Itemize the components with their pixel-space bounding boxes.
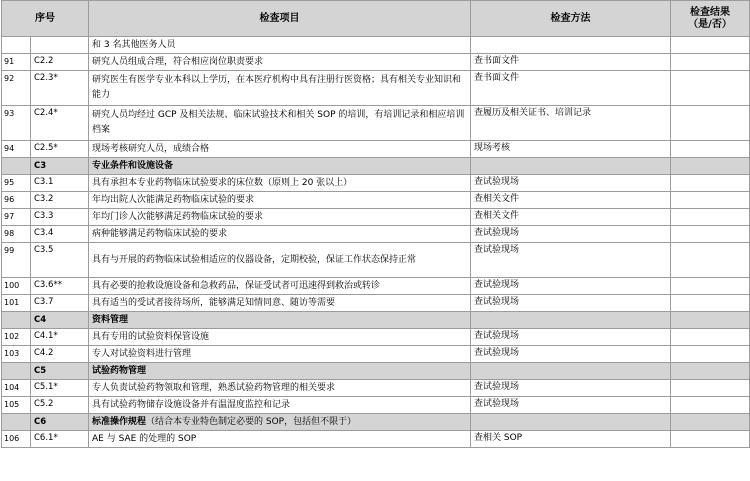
table-row	[2, 278, 750, 295]
section-row	[2, 158, 750, 175]
table-row	[2, 243, 750, 278]
row-number: 102	[2, 329, 31, 346]
row-item: 病种能够满足药物临床试验的要求	[89, 226, 471, 243]
row-number: 103	[2, 346, 31, 363]
result-cell[interactable]	[671, 329, 750, 346]
header-no: 序号	[2, 1, 89, 37]
result-cell[interactable]	[671, 397, 750, 414]
table-row	[2, 106, 750, 141]
header-item: 检查项目	[89, 1, 471, 37]
table-row	[2, 54, 750, 71]
row-number: 93	[2, 106, 31, 141]
section-row	[2, 363, 750, 380]
table-row	[2, 226, 750, 243]
row-code: C6.1*	[31, 431, 89, 448]
section-result-cell	[671, 414, 750, 431]
row-item: 具有与开展的药物临床试验相适应的仪器设备，定期校验，保证工作状态保持正常	[89, 243, 471, 278]
row-item: 年均门诊人次能够满足药物临床试验的要求	[89, 209, 471, 226]
section-code: C3	[31, 158, 89, 175]
result-cell[interactable]	[671, 54, 750, 71]
row-code: C4.1*	[31, 329, 89, 346]
row-code: C4.2	[31, 346, 89, 363]
section-result-cell	[671, 312, 750, 329]
section-no-cell	[2, 158, 31, 175]
row-item: 年均出院人次能满足药物临床试验的要求	[89, 192, 471, 209]
table-row	[2, 71, 750, 106]
section-title-cell	[89, 158, 471, 175]
result-cell[interactable]	[671, 209, 750, 226]
row-method: 查试验现场	[471, 346, 671, 363]
result-cell[interactable]	[671, 431, 750, 448]
row-item: 研究人员均经过 GCP 及相关法规、临床试验技术和相关 SOP 的培训，有培训记录和相应培训档案	[89, 106, 471, 141]
row-item: 现场考核研究人员，成绩合格	[89, 141, 471, 158]
row-item: AE 与 SAE 的处理的 SOP	[89, 431, 471, 448]
table-body	[2, 37, 750, 448]
section-title-cell	[89, 363, 471, 380]
section-title: 资料管理	[92, 314, 129, 325]
section-title: 试验药物管理	[92, 365, 147, 376]
section-no-cell	[2, 414, 31, 431]
row-method: 查相关文件	[471, 209, 671, 226]
row-item: 具有必要的抢救设施设备和急救药品，保证受试者可迅速得到救治或转诊	[89, 278, 471, 295]
row-item: 具有适当的受试者接待场所，能够满足知情同意、随访等需要	[89, 295, 471, 312]
row-method: 查书面文件	[471, 54, 671, 71]
section-result-cell	[671, 363, 750, 380]
header-result	[671, 1, 750, 37]
row-code: C2.3*	[31, 71, 89, 106]
row-item: 具有承担本专业药物临床试验要求的床位数（原则上 20 张以上）	[89, 175, 471, 192]
inspection-table	[1, 0, 750, 448]
section-code: C5	[31, 363, 89, 380]
result-cell[interactable]	[671, 295, 750, 312]
section-no-cell	[2, 312, 31, 329]
row-method: 查履历及相关证书、培训记录	[471, 106, 671, 141]
row-code: C3.4	[31, 226, 89, 243]
row-method: 查试验现场	[471, 226, 671, 243]
row-number	[2, 37, 31, 54]
row-item: 具有试验药物储存设施设备并有温湿度监控和记录	[89, 397, 471, 414]
result-cell[interactable]	[671, 141, 750, 158]
section-row	[2, 312, 750, 329]
row-code: C3.3	[31, 209, 89, 226]
table-row	[2, 346, 750, 363]
header-method: 检查方法	[471, 1, 671, 37]
row-method: 查试验现场	[471, 380, 671, 397]
section-title: 标准操作规程	[92, 416, 147, 427]
result-cell[interactable]	[671, 37, 750, 54]
row-number: 104	[2, 380, 31, 397]
row-code	[31, 37, 89, 54]
table-row	[2, 141, 750, 158]
result-cell[interactable]	[671, 243, 750, 278]
row-method: 现场考核	[471, 141, 671, 158]
row-code: C5.1*	[31, 380, 89, 397]
table-row	[2, 175, 750, 192]
header-result-line1: 检查结果	[690, 6, 730, 18]
row-number: 106	[2, 431, 31, 448]
row-code: C3.5	[31, 243, 89, 278]
result-cell[interactable]	[671, 192, 750, 209]
table-row	[2, 380, 750, 397]
section-result-cell	[671, 158, 750, 175]
row-number: 99	[2, 243, 31, 278]
row-code: C3.7	[31, 295, 89, 312]
table-row	[2, 209, 750, 226]
section-method-cell	[471, 414, 671, 431]
header-result-line2: （是/否）	[688, 18, 732, 30]
section-note: （结合本专业特色制定必要的 SOP，包括但不限于）	[146, 416, 357, 427]
row-number: 98	[2, 226, 31, 243]
row-code: C3.1	[31, 175, 89, 192]
row-number: 96	[2, 192, 31, 209]
row-method	[471, 37, 671, 54]
row-method: 查试验现场	[471, 175, 671, 192]
row-method: 查相关 SOP	[471, 431, 671, 448]
row-number: 97	[2, 209, 31, 226]
section-title-cell	[89, 312, 471, 329]
row-method: 查试验现场	[471, 295, 671, 312]
row-method: 查试验现场	[471, 278, 671, 295]
row-item: 专人负责试验药物领取和管理，熟悉试验药物管理的相关要求	[89, 380, 471, 397]
section-method-cell	[471, 158, 671, 175]
row-number: 92	[2, 71, 31, 106]
row-number: 105	[2, 397, 31, 414]
row-method: 查书面文件	[471, 71, 671, 106]
row-code: C5.2	[31, 397, 89, 414]
section-code: C6	[31, 414, 89, 431]
section-title-cell	[89, 414, 471, 431]
section-row	[2, 414, 750, 431]
table-row	[2, 37, 750, 54]
row-number: 101	[2, 295, 31, 312]
row-code: C3.6**	[31, 278, 89, 295]
row-item: 专人对试验资料进行管理	[89, 346, 471, 363]
table-row	[2, 192, 750, 209]
row-number: 94	[2, 141, 31, 158]
result-cell[interactable]	[671, 175, 750, 192]
row-code: C3.2	[31, 192, 89, 209]
row-method: 查试验现场	[471, 397, 671, 414]
result-cell[interactable]	[671, 226, 750, 243]
result-cell[interactable]	[671, 278, 750, 295]
row-item: 和 3 名其他医务人员	[89, 37, 471, 54]
row-code: C2.2	[31, 54, 89, 71]
row-item: 研究人员组成合理，符合相应岗位职责要求	[89, 54, 471, 71]
table-header-row	[2, 1, 750, 37]
section-method-cell	[471, 312, 671, 329]
result-cell[interactable]	[671, 71, 750, 106]
row-method: 查试验现场	[471, 243, 671, 278]
row-number: 91	[2, 54, 31, 71]
row-method: 查相关文件	[471, 192, 671, 209]
row-item: 研究医生有医学专业本科以上学历，在本医疗机构中具有注册行医资格；具有相关专业知识和能力	[89, 71, 471, 106]
row-item: 具有专用的试验资料保管设施	[89, 329, 471, 346]
row-code: C2.5*	[31, 141, 89, 158]
table-row	[2, 397, 750, 414]
section-code: C4	[31, 312, 89, 329]
section-title: 专业条件和设施设备	[92, 160, 174, 171]
result-cell[interactable]	[671, 380, 750, 397]
section-no-cell	[2, 363, 31, 380]
result-cell[interactable]	[671, 106, 750, 141]
row-method: 查试验现场	[471, 329, 671, 346]
section-method-cell	[471, 363, 671, 380]
table-row	[2, 295, 750, 312]
result-cell[interactable]	[671, 346, 750, 363]
row-number: 100	[2, 278, 31, 295]
row-number: 95	[2, 175, 31, 192]
table-row	[2, 431, 750, 448]
table-row	[2, 329, 750, 346]
row-code: C2.4*	[31, 106, 89, 141]
